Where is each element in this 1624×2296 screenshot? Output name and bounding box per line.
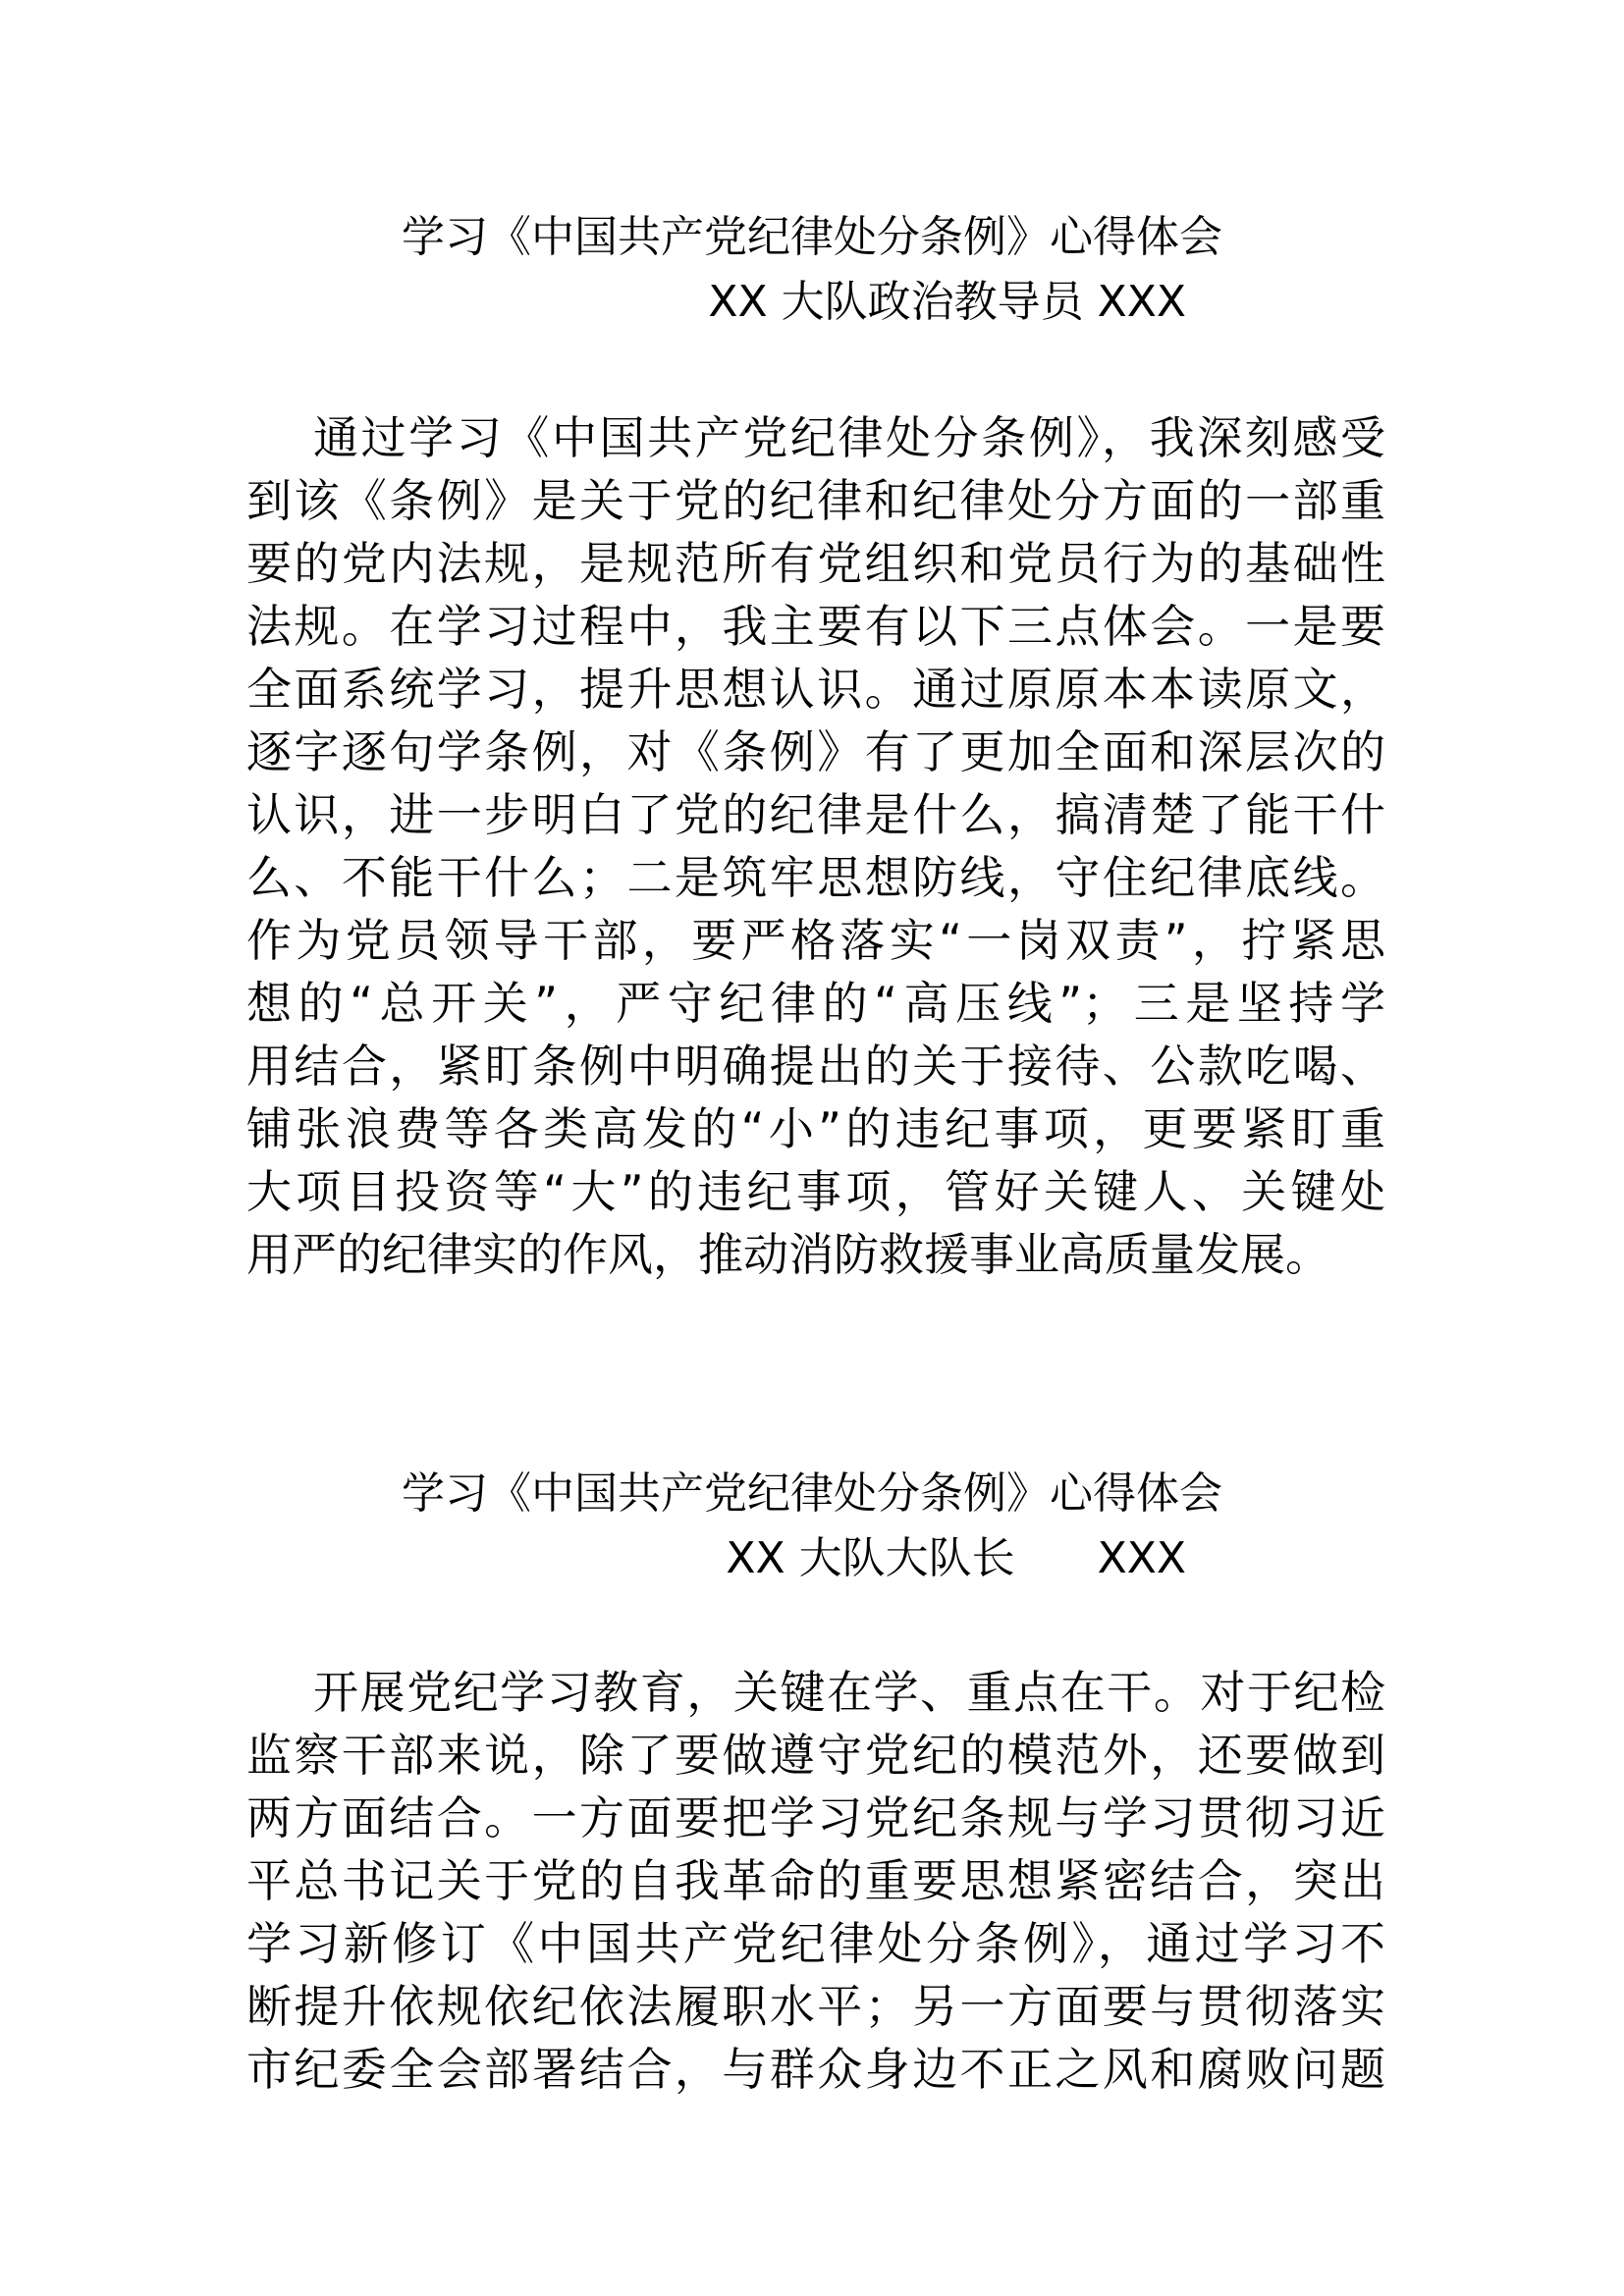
article-1-line: 逐字逐句学条例，对《条例》有了更加全面和深层次的 — [246, 725, 1385, 778]
article-2-line: 学习新修订《中国共产党纪律处分条例》，通过学习不 — [246, 1917, 1385, 1970]
article-2-line: 两方面结合。一方面要把学习党纪条规与学习贯彻习近 — [246, 1791, 1385, 1844]
article-2-title: 学习《中国共产党纪律处分条例》心得体会 — [402, 1468, 1222, 1519]
article-2-line: 监察干部来说，除了要做遵守党纪的模范外，还要做到 — [246, 1729, 1385, 1782]
article-2-line: 断提升依规依纪依法履职水平；另一方面要与贯彻落实 — [246, 1980, 1385, 2033]
article-1-title: 学习《中国共产党纪律处分条例》心得体会 — [402, 212, 1222, 262]
article-1-author: XX 大队政治教导员 XXX — [708, 277, 1186, 327]
article-1-line: 用严的纪律实的作风，推动消防救援事业高质量发展。 — [246, 1228, 1330, 1281]
article-1-body — [246, 406, 1385, 1286]
article-2-body — [246, 1661, 1385, 2101]
article-1-line: 到该《条例》是关于党的纪律和纪律处分方面的一部重 — [246, 474, 1385, 527]
article-1-line: 认识，进一步明白了党的纪律是什么，搞清楚了能干什 — [246, 788, 1385, 841]
article-1-line: 铺张浪费等各类高发的“小”的违纪事项，更要紧盯重 — [246, 1102, 1385, 1155]
article-2-line: 平总书记关于党的自我革命的重要思想紧密结合，突出 — [246, 1854, 1385, 1907]
article-2-author: XX 大队大队长 XXX — [726, 1533, 1186, 1583]
article-1-line: 么、不能干什么；二是筑牢思想防线，守住纪律底线。 — [246, 851, 1385, 904]
article-1-line: 通过学习《中国共产党纪律处分条例》，我深刻感受 — [313, 411, 1385, 464]
article-1-line: 要的党内法规，是规范所有党组织和党员行为的基础性 — [246, 537, 1385, 590]
article-1-line: 全面系统学习，提升思想认识。通过原原本本读原文， — [246, 663, 1385, 716]
article-1-line: 用结合，紧盯条例中明确提出的关于接待、公款吃喝、 — [246, 1040, 1385, 1093]
article-1-line: 大项目投资等“大”的违纪事项，管好关键人、关键处 — [246, 1165, 1385, 1218]
article-1-line: 想的“总开关”，严守纪律的“高压线”；三是坚持学 — [246, 977, 1385, 1030]
article-1-line: 作为党员领导干部，要严格落实“一岗双责”，拧紧思 — [246, 914, 1385, 967]
article-2-line: 市纪委全会部署结合，与群众身边不正之风和腐败问题 — [246, 2043, 1385, 2096]
article-2-line: 开展党纪学习教育，关键在学、重点在干。对于纪检 — [313, 1666, 1385, 1719]
article-1-line: 法规。在学习过程中，我主要有以下三点体会。一是要 — [246, 600, 1385, 653]
